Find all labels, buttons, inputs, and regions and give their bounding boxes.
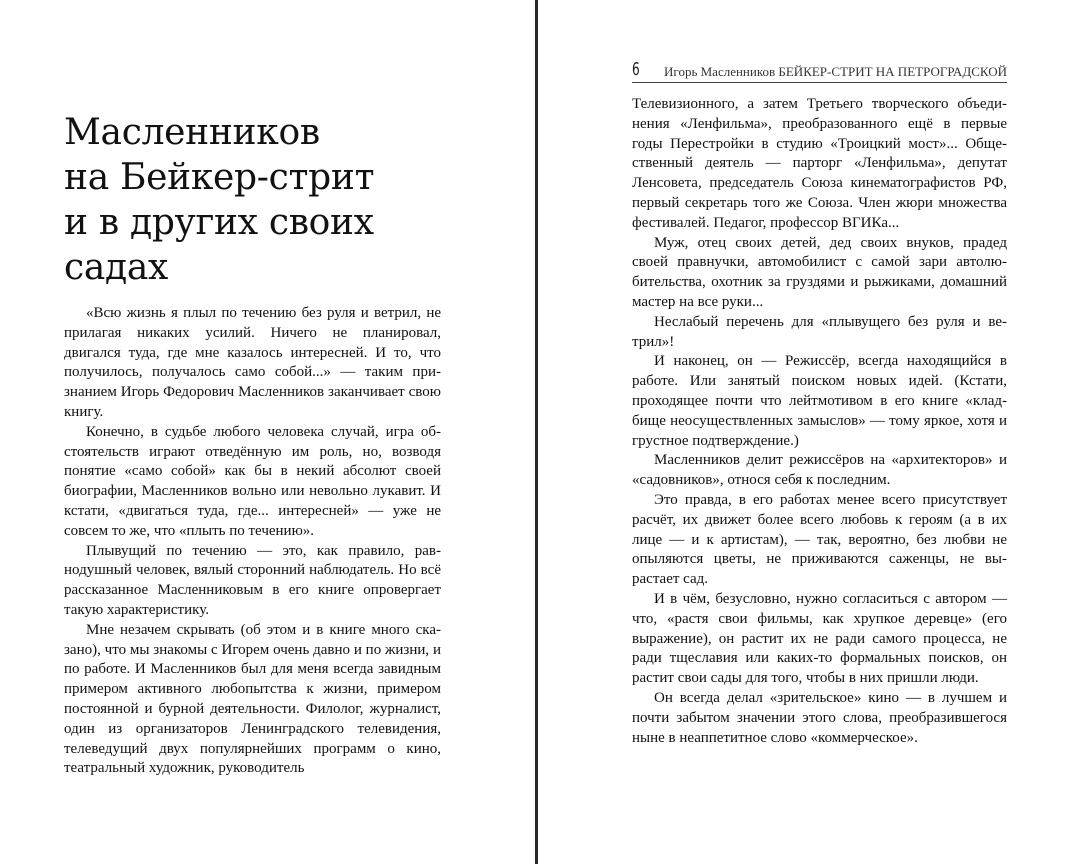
right-body-text bbox=[632, 95, 1007, 748]
left-body-text bbox=[64, 304, 441, 779]
paragraph: Плывущий по течению — это, как правило, равнодушный человек, вялый сторонний наблюдатель. Но всё рассказанное Масленниковым в его книге опровергает такую характеристику. bbox=[64, 542, 441, 618]
book-spine-divider bbox=[535, 0, 538, 864]
chapter-title bbox=[64, 110, 441, 290]
title-line: и в других своих bbox=[64, 202, 374, 243]
title-line: на Бейкер-стрит bbox=[64, 157, 375, 198]
title-line: Масленников bbox=[64, 112, 320, 153]
paragraph: Это правда, в его работах менее всего присутствует расчёт, их движет более всего любовь к героям (а в их лице — и к артистам), — так, вероятно, без любви не опыляются цветы, не приживаются саженцы, не вырастает сад. bbox=[632, 491, 1007, 588]
left-page bbox=[64, 110, 441, 779]
paragraph: Масленников делит режиссёров на «архитекторов» и «садовников», относя себя к последним. bbox=[632, 452, 1007, 489]
paragraph: Муж, отец своих детей, дед своих внуков, прадед своей правнучки, автомобилист с самой зари автолюбительства, охотник за груздями и рыжиками, домашний мастер на все руки... bbox=[632, 234, 1007, 310]
paragraph: «Всю жизнь я плыл по течению без руля и ветрил, не прилагая никаких усилий. Ничего не планировал, двигался туда, где мне казалось интересней. И то, что получилось, получалось само собой...» — таким признанием Игорь Федорович Масленников заканчивает свою книгу. bbox=[64, 305, 441, 420]
running-title: Игорь Масленников БЕЙКЕР-СТРИТ НА ПЕТРОГРАДСКОЙ bbox=[664, 64, 1007, 79]
paragraph: Неслабый перечень для «плывущего без руля и ветрил»! bbox=[632, 313, 1007, 350]
paragraph: И наконец, он — Режиссёр, всегда находящийся в работе. Или занятый поиском новых идей. (Кстати, проходящее почти что лейтмотивом в его книге «кладбище неосуществленных замыслов» — тому яркое, хотя и грустное подтверждение.) bbox=[632, 353, 1007, 449]
paragraph: Мне незачем скрывать (об этом и в книге много сказано), что мы знакомы с Игорем очень давно и по жизни, и по работе. И Масленников был для меня всегда завидным примером активного любопытства к жизни, примером постоянной и бурной деятельности. Филолог, журналист, один из организаторов Ленинградского телевидения, телеведущий двух популярнейших программ о кино, театральный художник, руководитель bbox=[64, 621, 441, 777]
running-header bbox=[632, 60, 1007, 83]
paragraph: Он всегда делал «зрительское» кино — в лучшем и почти забытом значении этого слова, преобразившегося ныне в неаппетитное слово «коммерческое». bbox=[632, 689, 1007, 746]
paragraph: Конечно, в судьбе любого человека случай, игра обстоятельств играют отведённую им роль, но, возводя понятие «само собой» как бы в некий абсолют своей биографии, Масленников вольно или невольно лукавит. И кстати, «двигаться туда, где... интересней» — уже не совсем то же, что «плыть по течению». bbox=[64, 423, 441, 539]
page-number: 6 bbox=[632, 59, 640, 80]
title-line: садах bbox=[64, 247, 169, 288]
right-page bbox=[632, 60, 1007, 748]
paragraph: И в чём, безусловно, нужно согласиться с автором — что, «растя свои фильмы, как хрупкое деревце» (его выражение), он растит их не ради самого процесса, не ради тщеславия или каких-то формальных поисков, он растит свои сады для того, чтобы в них пришли люди. bbox=[632, 590, 1007, 687]
paragraph-continuation: Телевизионного, а затем Третьего творческого объединения «Ленфильма», преобразованного ещё в первые годы Перестройки в студию «Троицкий мост»... Общественный деятель — парторг «Ленфильма», депутат Ленсовета, председатель Союза кинематографистов РФ, первый секретарь того же Союза. Член жюри множества фестивалей. Педагог, профессор ВГИКа... bbox=[632, 96, 1007, 231]
